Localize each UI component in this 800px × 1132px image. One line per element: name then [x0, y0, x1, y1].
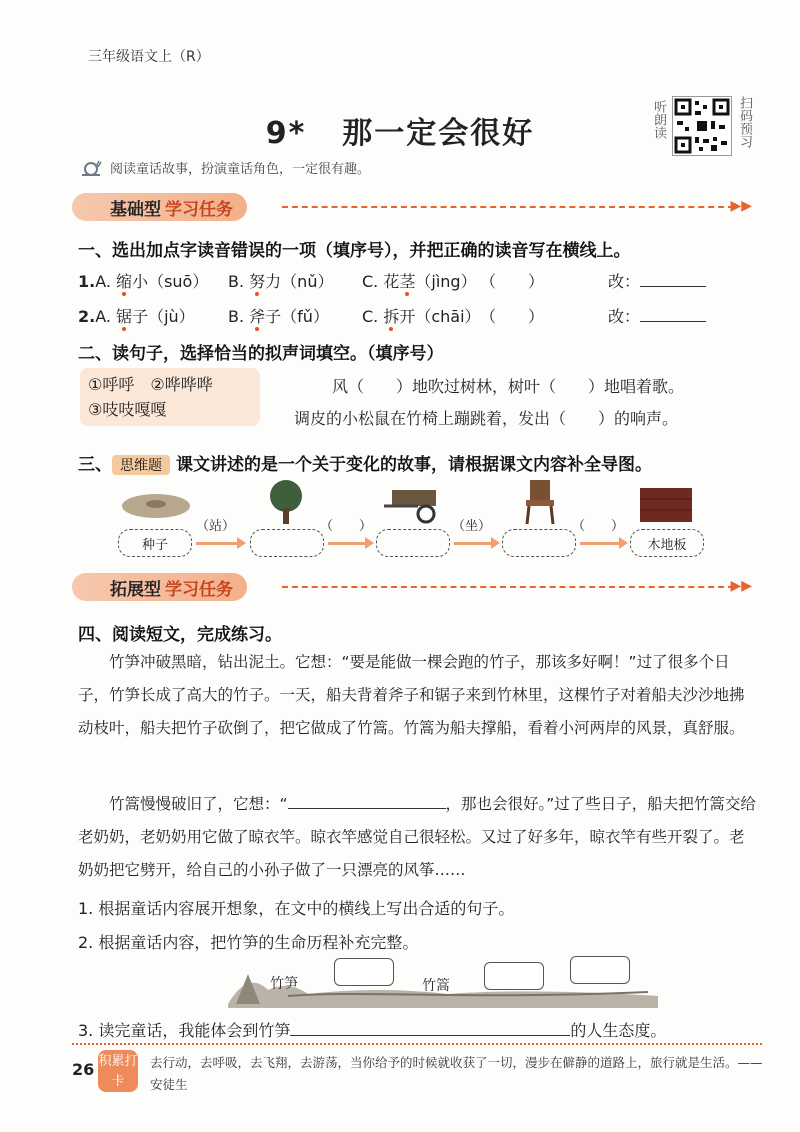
- chair-image: [520, 478, 560, 526]
- snail-icon: [80, 159, 102, 177]
- lesson-number: 9*: [265, 116, 307, 151]
- q1-row1-b-dot: 努: [249, 272, 266, 291]
- q1-row2-c-post: 开（chāi）: [399, 307, 481, 326]
- stage-blank-2[interactable]: [484, 962, 544, 990]
- footer-quote: 去行动，去呼吸，去飞翔，去游荡，当你给予的时候就收获了一切，漫步在僻静的道路上，旅行就是生活。——安徒生: [150, 1055, 763, 1092]
- tip-text: 阅读童话故事，扮演童话角色，一定很有趣。: [110, 162, 371, 177]
- map-node-blank-3[interactable]: [502, 529, 576, 557]
- accumulate-stamp: 积累打卡: [98, 1050, 138, 1092]
- stage-blank-1[interactable]: [334, 958, 394, 986]
- map-node-blank-2[interactable]: [376, 529, 450, 557]
- q1-row2-c-dot: 拆: [383, 307, 400, 326]
- qr-left-text: 听朗读: [651, 100, 666, 139]
- thinking-badge: 思维题: [112, 455, 170, 475]
- footer-divider: [72, 1043, 762, 1045]
- page-number: 26: [72, 1060, 95, 1079]
- passage-p2-start: 竹篙慢慢破旧了，它想：“: [109, 795, 288, 813]
- map-label-blank-1[interactable]: （ ）: [320, 519, 373, 534]
- reading-tip: [80, 158, 370, 177]
- book-label: 三年级语文上（R）: [88, 49, 210, 65]
- q2-sentence-1: 风（ ）地吹过树林，树叶（ ）地唱着歌。: [332, 377, 685, 396]
- double-chevron-icon: ▶▶: [730, 198, 752, 214]
- qr-code-icon[interactable]: [672, 96, 732, 156]
- map-arrow-2: [328, 542, 366, 545]
- map-node-seed: 种子: [118, 529, 192, 557]
- qr-block[interactable]: [652, 96, 752, 160]
- q4-sub3-blank[interactable]: [290, 1019, 570, 1036]
- q1-row1-answer[interactable]: （ ）: [480, 272, 545, 291]
- stage-bamboo-pole: 竹篙: [422, 978, 450, 994]
- q1-row2-a-post: 子（jù）: [132, 307, 195, 326]
- cart-image: [384, 484, 448, 524]
- passage-paragraph-1: 竹笋冲破黑暗，钻出泥土。它想：“要是能做一棵会跑的竹子，那该多好啊！”过了很多个日子，竹笋长成了高大的竹子。一天，船夫背着斧子和锯子来到竹林里，这棵竹子对着船夫沙沙地拂动枝叶，船夫把竹子砍倒了，把它做成了竹篙。竹篙为船夫撑船，看着小河两岸的风景，真舒服。: [78, 653, 745, 737]
- map-node-blank-1[interactable]: [250, 529, 324, 557]
- q4-sub3-start: 3. 读完童话，我能体会到竹笋: [78, 1021, 291, 1040]
- q1-row2-answer[interactable]: （ ）: [480, 307, 545, 326]
- q2-sentence-2: 调皮的小松鼠在竹椅上蹦跳着，发出（ ）的响声。: [294, 409, 679, 428]
- double-chevron-icon: ▶▶: [730, 578, 752, 594]
- section-basic-banner: [72, 193, 752, 223]
- map-label-sit: （坐）: [452, 519, 492, 534]
- q3-title-row: 三、 思维题 课文讲述的是一个关于变化的故事，请根据课文内容补全导图。: [78, 455, 652, 475]
- q1-row1-fix-blank[interactable]: [640, 270, 706, 287]
- q4-sub-1: 1. 根据童话内容展开想象，在文中的横线上写出合适的句子。: [78, 899, 515, 918]
- q1-row1-a-dot: 缩: [116, 272, 133, 291]
- map-arrow-3: [454, 542, 492, 545]
- q1-row1-c-pre: C. 花: [362, 272, 400, 291]
- q1-row1-num: 1.: [78, 272, 96, 291]
- map-arrow-1: [196, 542, 238, 545]
- seed-image: [120, 490, 192, 520]
- map-label-blank-2[interactable]: （ ）: [572, 519, 625, 534]
- section-basic-suffix: 学习任务: [165, 199, 233, 220]
- q1-row1-c-dot: 茎: [399, 272, 416, 291]
- q1-row2-num: 2.: [78, 307, 96, 326]
- q2-option-1: ①呼呼: [88, 375, 135, 394]
- section-basic-prefix: 基础型: [110, 199, 161, 220]
- stage-bamboo-shoot: 竹笋: [270, 976, 298, 992]
- q2-title: 二、读句子，选择恰当的拟声词填空。（填序号）: [78, 344, 444, 364]
- q1-row2-a-pre: A.: [95, 307, 117, 326]
- lesson-name: 那一定会很好: [342, 116, 535, 151]
- q1-row1-b-pre: B.: [228, 272, 250, 291]
- section-ext-prefix: 拓展型: [110, 579, 161, 600]
- map-arrow-4: [580, 542, 620, 545]
- q4-sub-2: 2. 根据童话内容，把竹笋的生命历程补充完整。: [78, 933, 419, 952]
- q2-option-2: ②哗哗哗: [150, 375, 213, 394]
- qr-right-text: 扫码预习: [737, 96, 752, 148]
- q2-option-3: ③吱吱嘎嘎: [88, 400, 167, 419]
- q1-title: 一、选出加点字读音错误的一项（填序号），并把正确的读音写在横线上。: [78, 241, 631, 261]
- q1-row2-c-pre: C.: [362, 307, 384, 326]
- q1-row2-b-pre: B.: [228, 307, 250, 326]
- q4-title: 四、阅读短文，完成练习。: [78, 625, 282, 645]
- section-ext-suffix: 学习任务: [165, 579, 233, 600]
- floor-image: [640, 488, 692, 522]
- q1-row2-a-dot: 锯: [116, 307, 133, 326]
- section-ext-banner: [72, 573, 752, 603]
- q1-row1-a-pre: A.: [95, 272, 117, 291]
- q1-row1-c-post: （jìng）: [415, 272, 477, 291]
- q2-options-box: [80, 368, 260, 426]
- passage-p2-rest: ，那也会很好。”过了些日子，船夫把竹篙交给老奶奶，老奶奶用它做了晾衣竿。晾衣竿感觉自己很轻松。又过了好多年，晾衣竿有些开裂了。老奶奶把它劈开，给自己的小孙子做了一只漂亮的风筝……: [78, 795, 756, 879]
- q4-sub3-end: 的人生态度。: [570, 1021, 667, 1040]
- passage-paragraph-2: [78, 788, 758, 887]
- q4-sub-3: [78, 1018, 666, 1041]
- q3-title: 课文讲述的是一个关于变化的故事，请根据课文内容补全导图。: [176, 455, 652, 475]
- q1-row2-fix-label: 改：: [608, 307, 641, 326]
- map-node-floor: 木地板: [630, 529, 704, 557]
- passage-blank[interactable]: [288, 792, 446, 809]
- q1-row2-b-post: 子（fǔ）: [265, 307, 329, 326]
- q1-row1-fix-label: 改：: [608, 272, 641, 291]
- q1-row1-b-post: 力（nǔ）: [265, 272, 334, 291]
- q1-row2-fix-blank[interactable]: [640, 305, 706, 322]
- q1-row2-b-dot: 斧: [249, 307, 266, 326]
- tree-image: [262, 478, 310, 526]
- q1-row1-a-post: 小（suō）: [132, 272, 209, 291]
- map-label-stand: （站）: [196, 519, 236, 534]
- stage-blank-3[interactable]: [570, 956, 630, 984]
